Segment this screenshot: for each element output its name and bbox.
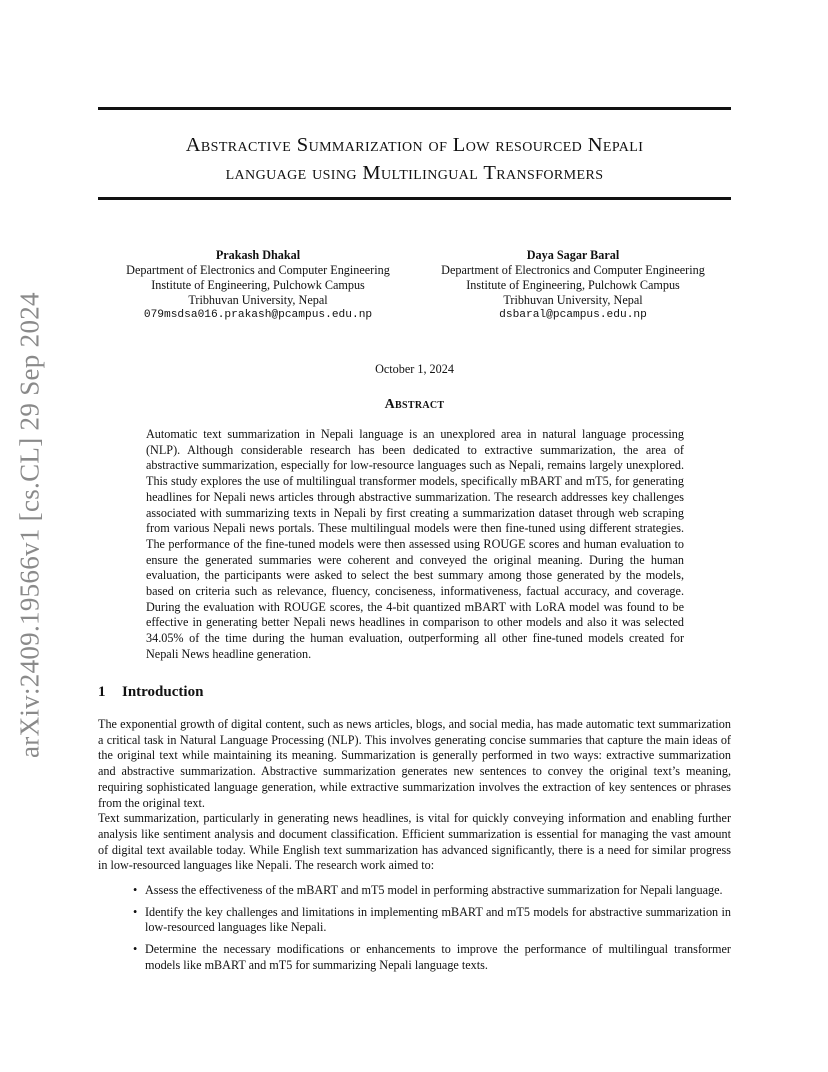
author-name: Daya Sagar Baral bbox=[526, 248, 620, 262]
title-line-2: language using Multilingual Transformers bbox=[225, 162, 604, 184]
author-department: Department of Electronics and Computer Engineering bbox=[441, 263, 705, 277]
abstract-heading: Abstract bbox=[384, 397, 445, 412]
author-block-1 bbox=[103, 248, 413, 323]
author-department: Department of Electronics and Computer Engineering bbox=[126, 263, 390, 277]
author-name: Prakash Dhakal bbox=[215, 248, 301, 262]
paper-title bbox=[98, 131, 731, 187]
title-bottom-rule bbox=[98, 197, 731, 200]
list-item: • Identify the key challenges and limitations in implementing mBART and mT5 models for abstractive summarization in low-resourced languages like Nepali. bbox=[145, 905, 731, 936]
author-university: Tribhuvan University, Nepal bbox=[503, 293, 643, 307]
author-institute: Institute of Engineering, Pulchowk Campus bbox=[151, 278, 365, 292]
research-aims-list bbox=[98, 883, 731, 974]
author-email[interactable]: 079msdsa016.prakash@pcampus.edu.np bbox=[143, 309, 373, 321]
author-university: Tribhuvan University, Nepal bbox=[188, 293, 328, 307]
author-block-2 bbox=[418, 248, 728, 323]
title-top-rule bbox=[98, 107, 731, 110]
paper-date: October 1, 2024 bbox=[375, 362, 454, 376]
list-item: • Assess the effectiveness of the mBART and mT5 model in performing abstractive summarization for Nepali language. bbox=[145, 883, 731, 899]
author-institute: Institute of Engineering, Pulchowk Campus bbox=[466, 278, 680, 292]
list-item: • Determine the necessary modifications or enhancements to improve the performance of multilingual transformer models like mBART and mT5 for summarizing Nepali language texts. bbox=[145, 942, 731, 973]
section-title: Introduction bbox=[122, 684, 204, 700]
arxiv-identifier-stamp: arXiv:2409.19566v1 [cs.CL] 29 Sep 2024 bbox=[14, 292, 45, 758]
title-line-1: Abstractive Summarization of Low resourced Nepali bbox=[185, 134, 644, 156]
introduction-body bbox=[98, 717, 731, 980]
intro-paragraph-1: The exponential growth of digital content, such as news articles, blogs, and social media, has made automatic text summarization a critical task in Natural Language Processing (NLP). This involves generating concise summaries that capture the main ideas of the original text while maintaining its meaning. Summarization is generally performed in two ways: extractive summarization and abstractive summarization. Abstractive summarization generates new sentences to convey the original text’s meaning, requiring sophisticated language generation, while extractive summarization involves the extraction of key sentences or phrases from the original text. bbox=[98, 717, 731, 810]
section-number: 1 bbox=[98, 684, 106, 700]
section-heading-introduction bbox=[98, 684, 203, 701]
author-email[interactable]: dsbaral@pcampus.edu.np bbox=[499, 309, 647, 321]
intro-paragraph-2: Text summarization, particularly in generating news headlines, is vital for quickly conveying information and enabling further analysis like sentiment analysis and document classification. Efficient summarization is essential for managing the vast amount of digital text available today. While English text summarization has advanced significantly, there is a need for similar progress in low-resourced languages like Nepali. The research work aimed to: bbox=[98, 811, 731, 873]
abstract-text: Automatic text summarization in Nepali language is an unexplored area in natural language processing (NLP). Although considerable research has been dedicated to extractive summarization, the area of abstractive summarization, especially for low-resource languages such as Nepali, remains largely unexplored. This study explores the use of multilingual transformer models, specifically mBART and mT5, for generating headlines for Nepali news articles through abstractive summarization. The research addresses key challenges associated with summarizing texts in Nepali by first creating a summarization dataset through web scraping from various Nepali news portals. These multilingual models were then fine-tuned using different strategies. The performance of the fine-tuned models were then assessed using ROUGE scores and human evaluation to ensure the generated summaries were coherent and conveyed the original meaning. During the human evaluation, the participants were asked to select the best summary among those generated by the models, based on criteria such as relevance, fluency, conciseness, informativeness, factual accuracy, and coverage. During the evaluation with ROUGE scores, the 4-bit quantized mBART with LoRA model was found to be effective in generating better Nepali news headlines in comparison to other models and also it was selected 34.05% of the time during the human evaluation, outperforming all other fine-tuned models created for Nepali News headline generation. bbox=[146, 427, 684, 661]
